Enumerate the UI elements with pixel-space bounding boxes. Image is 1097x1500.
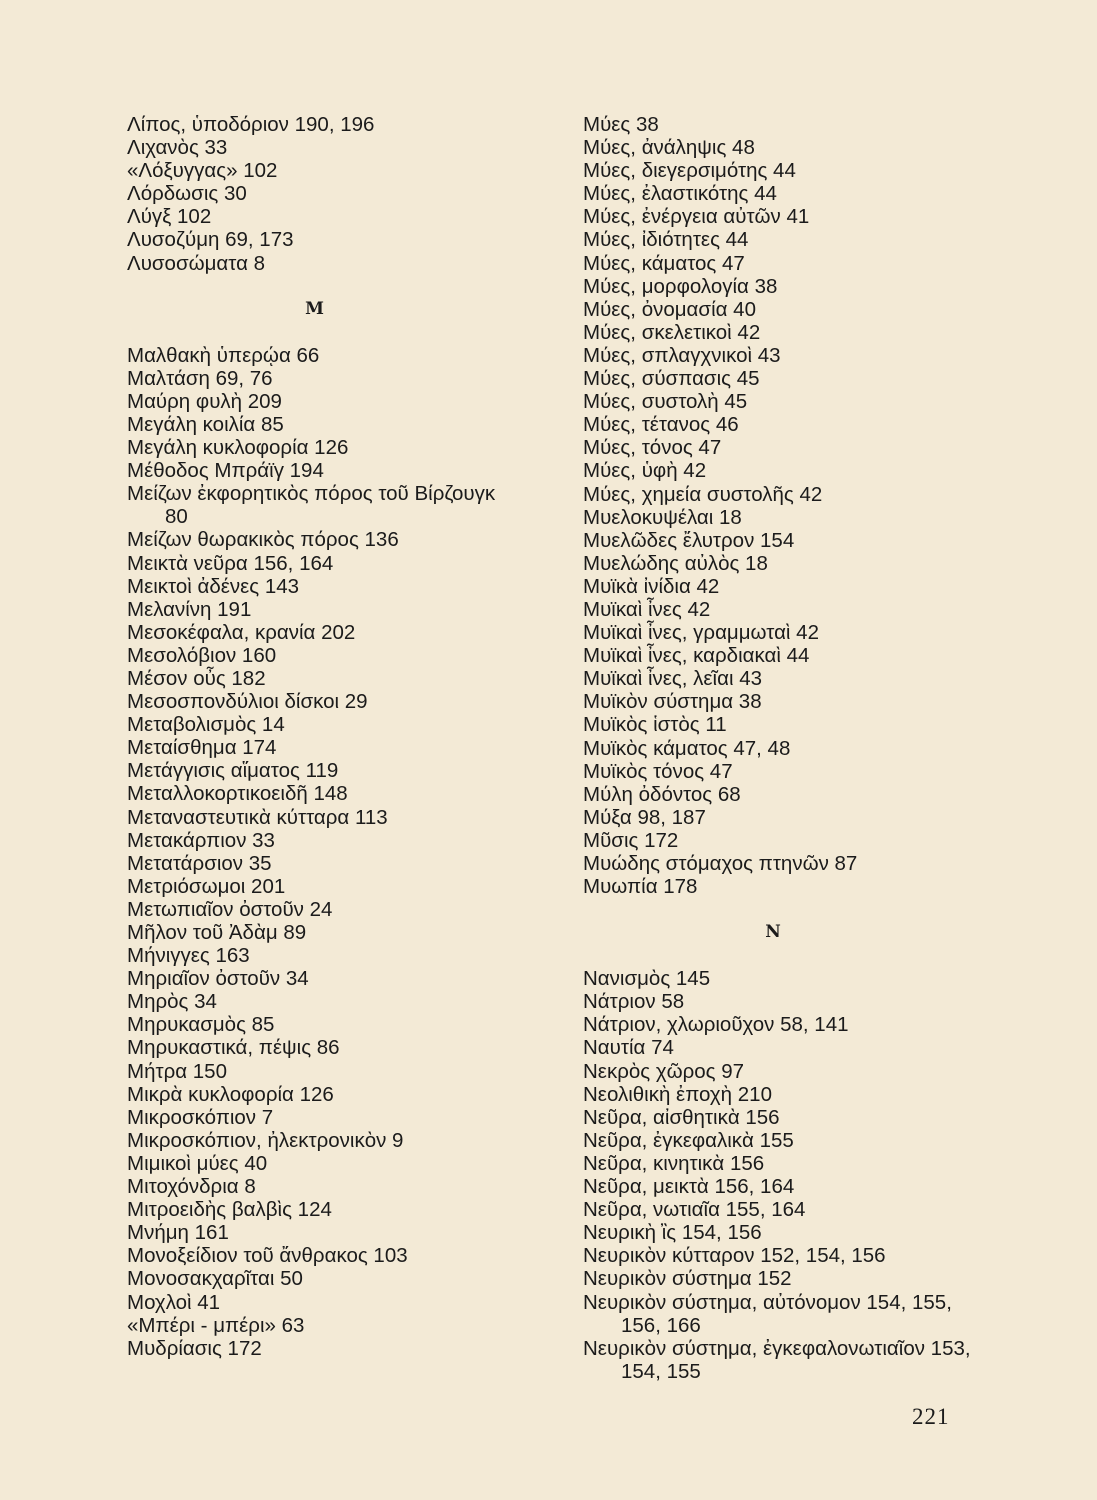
index-entry: Μέσον οὖς 182 [127,666,266,690]
index-entry: Μιμικοὶ μύες 40 [127,1151,268,1175]
index-entry: Μνήμη 161 [127,1221,229,1245]
index-entry: Μυϊκαὶ ἶνες, γραμμωταὶ 42 [583,621,819,645]
left-column [127,113,502,1360]
index-entry: Λυσοσώματα 8 [127,251,266,275]
index-entry: Μυώδης στόμαχος πτηνῶν 87 [583,852,858,875]
index-entry: Μεσοσπονδύλιοι δίσκοι 29 [127,690,368,714]
index-entry: Μονοσακχαρῖται 50 [127,1267,303,1291]
index-entry: Νευρικὸν κύτταρον 152, 154, 156 [583,1244,886,1268]
index-entry: Μύες, σύσπασις 45 [583,367,760,391]
right-column [583,113,983,1383]
index-entry: Μεγάλη κυκλοφορία 126 [127,436,349,460]
index-entry: Νευρικὸν σύστημα 152 [583,1267,792,1291]
index-entry: Μεγάλη κοιλία 85 [127,412,284,436]
left-entries-bottom [127,344,502,1360]
index-entry: Μυϊκὸς τόνος 47 [583,759,733,783]
index-entry: Μεταίσθημα 174 [127,736,277,760]
index-entry: Μιτοχόνδρια 8 [127,1175,256,1199]
index-entry: Μιτροειδὴς βαλβὶς 124 [127,1198,332,1222]
index-entry: Ναυτία 74 [583,1036,674,1060]
index-entry: Νεκρὸς χῶρος 97 [583,1059,745,1083]
index-entry: Μύες, ἐλαστικότης 44 [583,182,777,206]
page-number: 221 [912,1404,950,1429]
index-entry: Μεικτοὶ ἀδένες 143 [127,574,300,598]
index-entry: Μηρὸς 34 [127,990,217,1014]
index-entry: Μύες 38 [583,113,659,136]
index-entry: Μεσοκέφαλα, κρανία 202 [127,620,356,644]
index-entry: Μετάγγισις αἵματος 119 [127,759,339,783]
index-entry: Μυϊκὸν σύστημα 38 [583,690,762,714]
index-entry: Νευρικὴ ἲς 154, 156 [583,1221,762,1245]
index-entry: Νευρικὸν σύστημα, ἐγκεφαλονωτιαῖον 153, 154, 155 [583,1336,971,1383]
index-entry: Μοχλοὶ 41 [127,1290,221,1314]
index-entry: Νεῦρα, νωτιαῖα 155, 164 [583,1198,806,1222]
index-entry: Μήτρα 150 [127,1059,227,1083]
index-entry: Νάτριον 58 [583,990,685,1014]
index-entry: Μύες, ὑφὴ 42 [583,459,707,483]
index-entry: Μήνιγγες 163 [127,944,250,968]
index-entry: Μετατάρσιον 35 [127,851,272,875]
index-entry: Μεικτὰ νεῦρα 156, 164 [127,551,334,575]
index-entry: Μετριόσωμοι 201 [127,874,286,898]
index-entry: Μυωπία 178 [583,875,698,899]
index-entry: Μεταλλοκορτικοειδῆ 148 [127,782,348,806]
index-entry: Μύες, συστολὴ 45 [583,390,748,414]
index-entry: Νεῦρα, κινητικὰ 156 [583,1151,765,1175]
index-entry: Μύες, σπλαγχνικοὶ 43 [583,343,781,367]
index-entry: Νάτριον, χλωριοῦχον 58, 141 [583,1013,849,1037]
letter-heading-n: N [765,922,781,943]
index-entry: Μυϊκὸς ἱστὸς 11 [583,713,727,737]
index-entry: Μύες, τέτανος 46 [583,413,739,437]
index-entry: Λίπος, ὑποδόριον 190, 196 [127,113,375,136]
index-entry: Μῆλον τοῦ Ἀδὰμ 89 [127,921,307,944]
index-entry: «Λόξυγγας» 102 [127,159,278,183]
index-entry: «Μπέρι - μπέρι» 63 [127,1313,305,1337]
index-entry: Μύες, σκελετικοὶ 42 [583,320,761,344]
index-entry: Μετωπιαῖον ὀστοῦν 24 [127,897,333,921]
index-entry: Μύες, χημεία συστολῆς 42 [583,482,823,506]
index-entry: Μύες, τόνος 47 [583,436,722,460]
index-entry: Μύες, ὀνομασία 40 [583,297,756,321]
index-entry: Μονοξείδιον τοῦ ἄνθρακος 103 [127,1244,408,1268]
index-entry: Μελανίνη 191 [127,597,252,621]
index-entry: Μαλθακὴ ὑπερῴα 66 [127,343,320,367]
index-entry: Μαλτάση 69, 76 [127,366,273,390]
index-entry: Μεταβολισμὸς 14 [127,713,285,737]
index-entry: Μυϊκὰ ἰνίδια 42 [583,574,720,598]
index-entry: Λύγξ 102 [127,205,212,229]
index-entry: Νεολιθικὴ ἐποχὴ 210 [583,1082,772,1106]
index-entry: Μύες, ἐνέργεια αὐτῶν 41 [583,205,810,229]
index-entry: Μύξα 98, 187 [583,805,706,829]
index-entry: Μικρὰ κυκλοφορία 126 [127,1082,334,1106]
index-entry: Μετακάρπιον 33 [127,828,275,852]
index-entry: Μυϊκὸς κάματος 47, 48 [583,736,791,760]
index-entry: Μύες, διεγερσιμότης 44 [583,159,796,183]
index-entry: Λιχανὸς 33 [127,136,228,160]
index-entry: Μῦσις 172 [583,828,679,852]
index-entry: Μύες, μορφολογία 38 [583,274,778,298]
index-entry: Μυϊκαὶ ἶνες 42 [583,597,711,621]
index-entry: Μύες, ἀνάληψις 48 [583,136,755,160]
index-entry: Μεταναστευτικὰ κύτταρα 113 [127,805,388,829]
index-entry: Μυελῶδες ἔλυτρον 154 [583,528,795,552]
index-entry: Μυελοκυψέλαι 18 [583,505,742,529]
index-entry: Μύλη ὀδόντος 68 [583,782,741,806]
index-entry: Λόρδωσις 30 [127,182,247,206]
left-entries-top [127,113,502,275]
index-entry: Μηρυκαστικά, πέψις 86 [127,1036,340,1060]
letter-heading-m: M [305,298,324,319]
index-entry: Μηριαῖον ὀστοῦν 34 [127,967,309,991]
index-entry: Νεῦρα, αἰσθητικὰ 156 [583,1105,780,1129]
right-entries-bottom [583,967,983,1383]
index-entry: Μυδρίασις 172 [127,1336,262,1360]
index-entry: Μείζων θωρακικὸς πόρος 136 [127,528,399,552]
index-entry: Μικροσκόπιον 7 [127,1105,274,1129]
index-entry: Μικροσκόπιον, ἠλεκτρονικὸν 9 [127,1128,404,1152]
index-entry: Λυσοζύμη 69, 173 [127,228,294,252]
index-entry: Νεῦρα, μεικτὰ 156, 164 [583,1175,795,1199]
index-entry: Μηρυκασμὸς 85 [127,1013,275,1037]
index-entry: Μείζων ἐκφορητικὸς πόρος τοῦ Βίρζουγκ 80 [127,482,496,529]
index-entry: Νευρικὸν σύστημα, αὐτόνομον 154, 155, 156, 166 [583,1290,952,1337]
index-entry: Μυϊκαὶ ἶνες, λεῖαι 43 [583,667,763,691]
right-entries-top [583,113,983,898]
index-entry: Νεῦρα, ἐγκεφαλικὰ 155 [583,1128,794,1152]
index-entry: Νανισμὸς 145 [583,967,711,991]
index-entry: Μυελώδης αὐλὸς 18 [583,551,768,575]
index-entry: Μαύρη φυλὴ 209 [127,389,282,413]
index-entry: Μέθοδος Μπράϊγ 194 [127,459,324,483]
index-entry: Μύες, κάματος 47 [583,251,745,275]
index-entry: Μεσολόβιον 160 [127,643,277,667]
index-entry: Μυϊκαὶ ἶνες, καρδιακαὶ 44 [583,644,810,668]
index-entry: Μύες, ἰδιότητες 44 [583,228,749,252]
